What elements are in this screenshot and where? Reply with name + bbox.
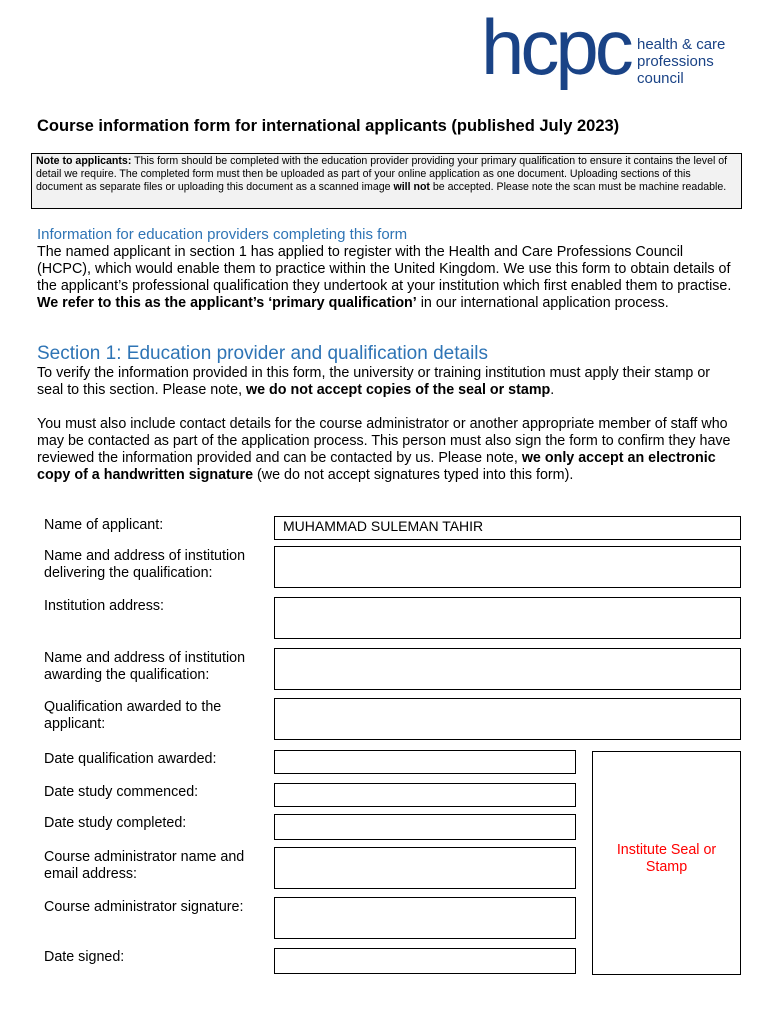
institution-address-label: Institution address:: [44, 598, 165, 614]
note-bold-text: will not: [393, 180, 430, 193]
delivering-institution-field[interactable]: [274, 546, 741, 588]
info-text-end: in our international application process.: [416, 295, 669, 311]
logo-tagline: [637, 36, 725, 87]
date-awarded-label: Date qualification awarded:: [44, 751, 217, 767]
section-1-heading: Section 1: Education provider and qualification details: [37, 343, 489, 364]
awarding-institution-label: Name and address of institution awarding the qualification:: [44, 650, 246, 683]
date-awarded-field[interactable]: [274, 750, 576, 774]
applicant-name-label: Name of applicant:: [44, 517, 164, 533]
contact-text-end: (we do not accept signatures typed into this form).: [253, 467, 574, 483]
info-heading: Information for education providers completing this form: [37, 226, 408, 243]
verify-text-end: .: [550, 382, 555, 398]
contact-bold-text: we only accept an electronic copy of a handwritten signature: [37, 450, 716, 483]
date-commenced-label: Date study commenced:: [44, 784, 199, 800]
logo-wordmark: hcpc: [481, 3, 630, 91]
seal-placeholder-text: Institute Seal or Stamp: [616, 841, 717, 875]
institution-address-field[interactable]: [274, 597, 741, 639]
qualification-label: Qualification awarded to the applicant:: [44, 699, 222, 732]
logo-tagline-line: health & care: [637, 36, 726, 53]
info-bold-text: We refer to this as the applicant’s ‘primary qualification’: [37, 295, 417, 311]
verify-paragraph: [37, 365, 737, 399]
date-signed-label: Date signed:: [44, 949, 125, 965]
note-to-applicants: [31, 153, 742, 209]
contact-paragraph: [37, 416, 737, 484]
note-label: Note to applicants:: [36, 155, 132, 167]
awarding-institution-field[interactable]: [274, 648, 741, 690]
admin-signature-label: Course administrator signature:: [44, 899, 244, 915]
verify-text: To verify the information provided in this form, the university or training institution must apply their stamp or seal to this section. Please note,: [37, 365, 711, 398]
contact-text: You must also include contact details for the course administrator or another appropriate member of staff who may be contacted as part of the application process. This person must also sign the form to confirm they have reviewed the information provided and can be contacted by us. Please note,: [37, 416, 731, 466]
logo-tagline-line: council: [637, 70, 684, 87]
page-title: Course information form for international applicants (published July 2023): [37, 117, 620, 135]
hcpc-logo: [481, 3, 741, 102]
info-paragraph: [37, 244, 737, 312]
seal-stamp-box[interactable]: [592, 751, 741, 975]
note-text-end: be accepted. Please note the scan must be machine readable.: [429, 180, 727, 193]
date-commenced-field[interactable]: [274, 783, 576, 807]
logo-tagline-line: professions: [637, 53, 714, 70]
verify-bold-text: we do not accept copies of the seal or stamp: [246, 382, 551, 398]
delivering-institution-label: Name and address of institution delivering the qualification:: [44, 548, 246, 581]
admin-contact-label: Course administrator name and email address:: [44, 849, 245, 882]
admin-contact-field[interactable]: [274, 847, 576, 889]
admin-signature-field[interactable]: [274, 897, 576, 939]
qualification-field[interactable]: [274, 698, 741, 740]
date-signed-field[interactable]: [274, 948, 576, 974]
applicant-name-field[interactable]: MUHAMMAD SULEMAN TAHIR: [274, 516, 741, 540]
note-text: This form should be completed with the education provider providing your primary qualification to ensure it contains the level of detail we require. The completed form must then be uploaded as part of your online application as one document. Uploading sections of this document as separate files or uploading this document as a scanned image: [36, 155, 728, 193]
date-completed-label: Date study completed:: [44, 815, 187, 831]
date-completed-field[interactable]: [274, 814, 576, 840]
info-text: The named applicant in section 1 has applied to register with the Health and Care Professions Council (HCPC), which would enable them to practice within the United Kingdom. We use this form to obtain details of the applicant’s professional qualification they undertook at your institution which first enabled them to practise.: [37, 244, 732, 294]
